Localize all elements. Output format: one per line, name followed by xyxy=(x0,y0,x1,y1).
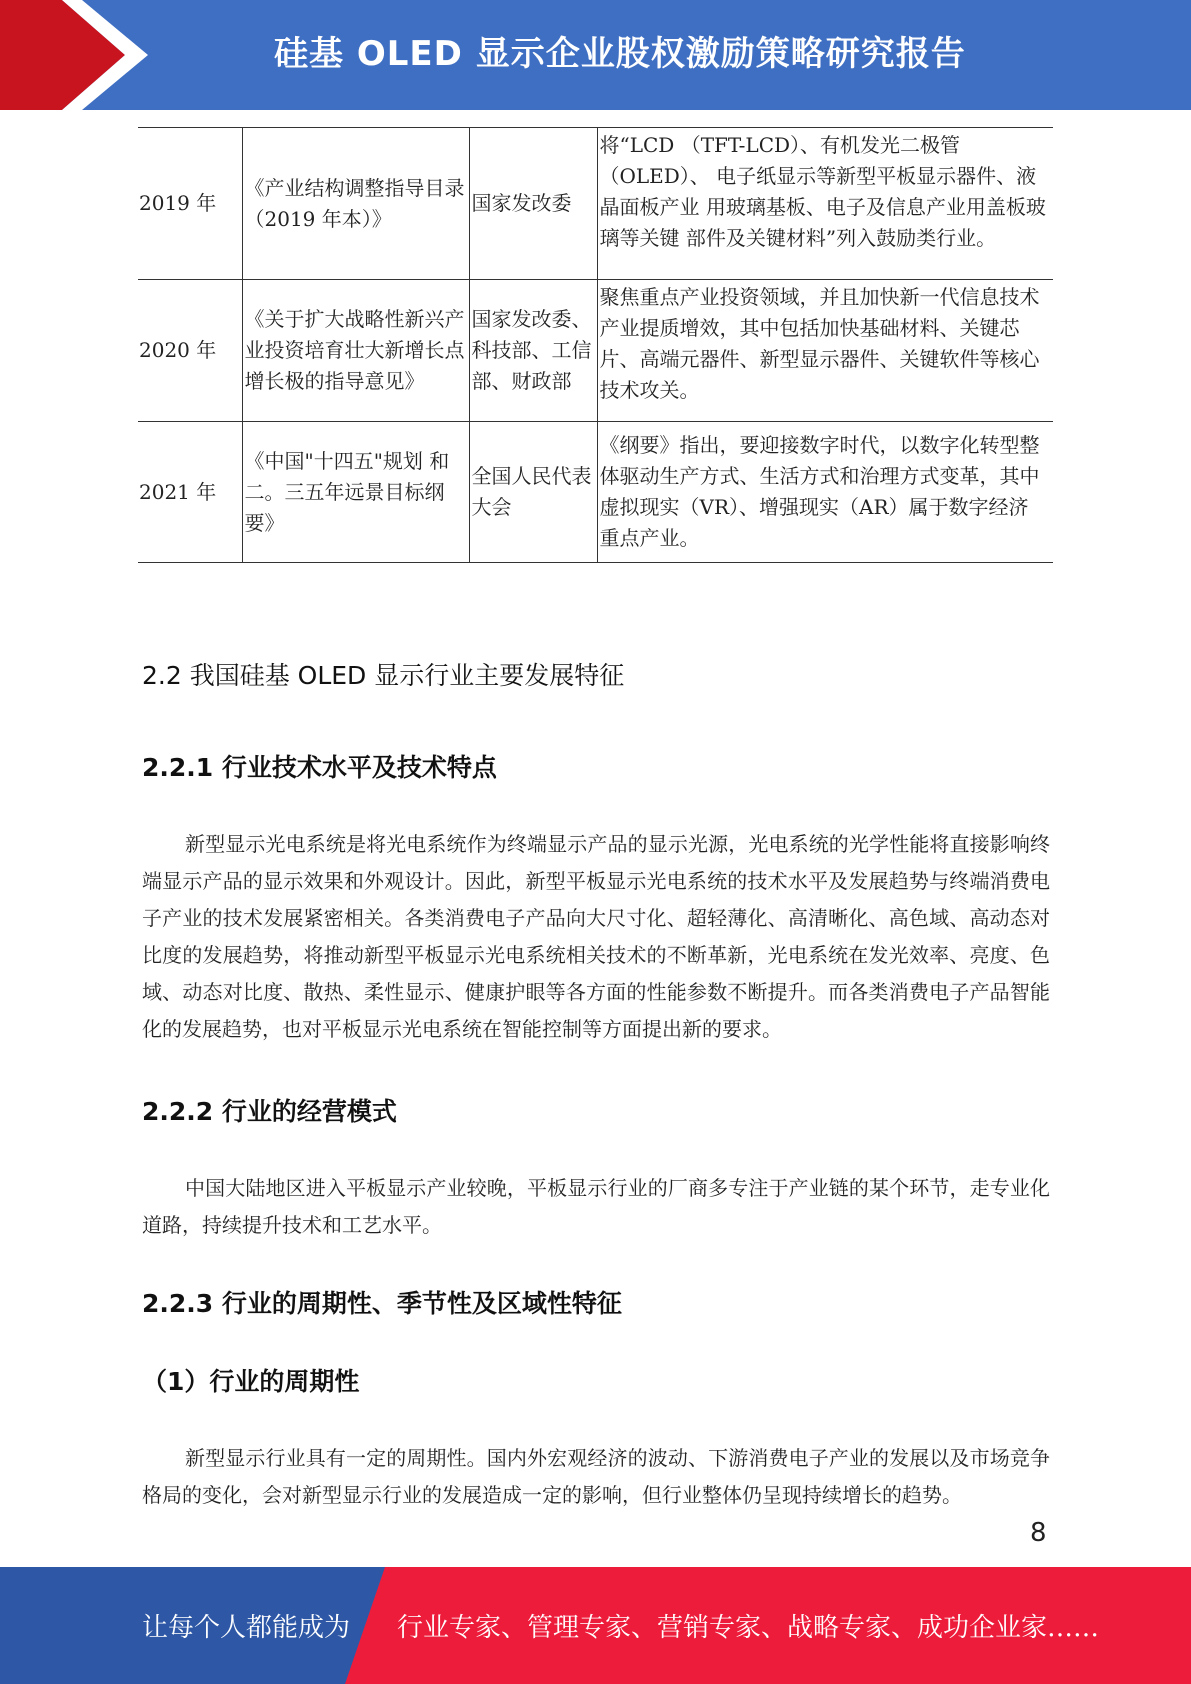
report-title: 硅基 OLED 显示企业股权激励策略研究报告 xyxy=(274,34,966,74)
table-cell-content: 将“LCD （TFT-LCD）、有机发光二极管（OLED）、 电子纸显示等新型平板显示器件、液晶面板产业 用玻璃基板、电子及信息产业用盖板玻璃等关键 部件及关键材料”列入鼓励类行业。 xyxy=(597,128,1053,280)
page-footer xyxy=(0,1567,1191,1684)
section-heading-2-2-1: 2.2.1 行业技术水平及技术特点 xyxy=(142,753,497,782)
table-cell-document: 《中国"十四五"规划 和二。三五年远景目标纲要》 xyxy=(242,422,469,563)
footer-slogan-right: 行业专家、管理专家、营销专家、战略专家、成功企业家…… xyxy=(397,1613,1100,1643)
paragraph-cyclicality: 新型显示行业具有一定的周期性。国内外宏观经济的波动、下游消费电子产业的发展以及市场竞争格局的变化，会对新型显示行业的发展造成一定的影响，但行业整体仍呈现持续增长的趋势。 xyxy=(142,1446,1050,1507)
table-cell-document: 《产业结构调整指导目录（2019 年本）》 xyxy=(242,128,469,280)
table-cell-content: 《纲要》指出，要迎接数字时代，以数字化转型整 体驱动生产方式、生活方式和治理方式变革，其中 虚拟现实（VR）、增强现实（AR）属于数字经济 重点产业。 xyxy=(597,422,1053,563)
table-cell-issuer: 国家发改委 xyxy=(469,128,597,280)
table-cell-year: 2020 年 xyxy=(138,280,242,422)
table-cell-issuer: 国家发改委、科技部、工信部、财政部 xyxy=(469,280,597,422)
footer-slogan-left: 让每个人都能成为 xyxy=(142,1613,351,1643)
page-number: 8 xyxy=(1030,1518,1047,1548)
table-cell-document: 《关于扩大战略性新兴产业投资培育壮大新增长点增长极的指导意见》 xyxy=(242,280,469,422)
table-row xyxy=(138,128,1053,280)
subsection-heading-cyclicality: （1）行业的周期性 xyxy=(142,1367,360,1396)
paragraph-2-2-1: 新型显示光电系统是将光电系统作为终端显示产品的显示光源，光电系统的光学性能将直接影响终端显示产品的显示效果和外观设计。因此，新型平板显示光电系统的技术水平及发展趋势与终端消费电子产业的技术发展紧密相关。各类消费电子产品向大尺寸化、超轻薄化、高清晰化、高色域、高动态对比度的发展趋势，将推动新型平板显示光电系统相关技术的不断革新，光电系统在发光效率、亮度、色域、动态对比度、散热、柔性显示、健康护眼等各方面的性能参数不断提升。而各类消费电子产品智能化的发展趋势，也对平板显示光电系统在智能控制等方面提出新的要求。 xyxy=(142,832,1050,1041)
table-row xyxy=(138,280,1053,422)
table-cell-issuer: 全国人民代表大会 xyxy=(469,422,597,563)
section-heading-2-2-3: 2.2.3 行业的周期性、季节性及区域性特征 xyxy=(142,1289,622,1318)
page-header xyxy=(0,0,1191,110)
paragraph-2-2-2: 中国大陆地区进入平板显示产业较晚，平板显示行业的厂商多专注于产业链的某个环节，走专业化道路，持续提升技术和工艺水平。 xyxy=(142,1176,1050,1237)
policy-table xyxy=(138,127,1053,563)
table-row xyxy=(138,422,1053,563)
section-heading-2-2-2: 2.2.2 行业的经营模式 xyxy=(142,1097,397,1126)
table-cell-content: 聚焦重点产业投资领域，并且加快新一代信息技术产业提质增效，其中包括加快基础材料、关键芯 片、高端元器件、新型显示器件、关键软件等核心 技术攻关。 xyxy=(597,280,1053,422)
section-heading-2-2: 2.2 我国硅基 OLED 显示行业主要发展特征 xyxy=(142,661,625,690)
table-cell-year: 2021 年 xyxy=(138,422,242,563)
table-cell-year: 2019 年 xyxy=(138,128,242,280)
